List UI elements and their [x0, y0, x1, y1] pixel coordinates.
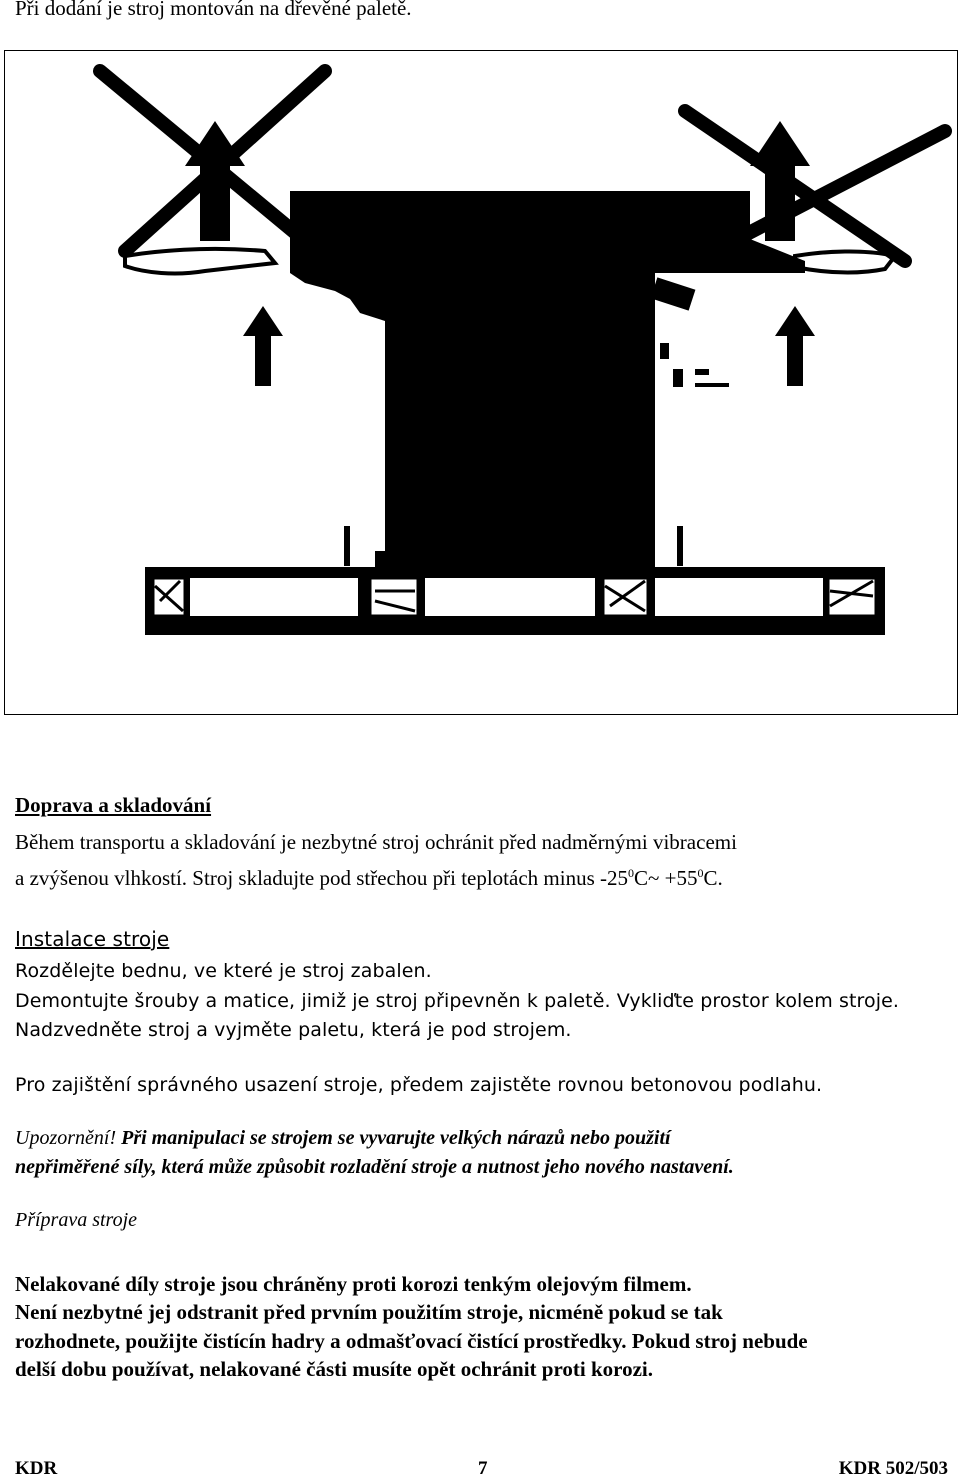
paragraph-line: Rozdělejte bednu, ve které je stroj zabalen. [15, 960, 432, 982]
section-heading-preparation: Příprava stroje [15, 1209, 138, 1231]
cross-mark-right [685, 111, 945, 261]
wooden-pallet [145, 567, 885, 635]
paragraph-line: rozhodnete, použijte čistícín hadry a odmašťovací čistící prostředky. Pokud stroj nebude [15, 1329, 808, 1353]
paragraph-line: Nadzvedněte stroj a vyjměte paletu, která je pod strojem. [15, 1019, 572, 1041]
paragraph-line: Pro zajištění správného usazení stroje, předem zajistěte rovnou betonovou podlahu. [15, 1074, 823, 1096]
paragraph-line: Nelakované díly stroje jsou chráněny proti korozi tenkým olejovým filmem. [15, 1272, 692, 1296]
footer-right: KDR 502/503 [838, 1458, 948, 1479]
arrow-up-icon [775, 306, 815, 386]
machine-base [375, 551, 655, 567]
paragraph-line: delší dobu používat, nelakované části musíte opět ochránit proti korozi. [15, 1357, 654, 1381]
lever [651, 277, 696, 310]
hand-left [125, 249, 275, 274]
paragraph-line: Není nezbytné jej odstranit před prvním použitím stroje, nicméně pokud se tak [15, 1300, 723, 1324]
hand-right [795, 251, 895, 272]
paragraph-line: Demontujte šrouby a matice, jimiž je stroj připevněn k paletě. Vykliďte prostor kolem stroje. [15, 990, 900, 1012]
intro-text: Při dodání je stroj montován na dřevěné paletě. [15, 0, 412, 20]
warning-label: Upozornění! [15, 1127, 117, 1149]
paragraph-line: Během transportu a skladování je nezbytné stroj ochránit před nadměrnými vibracemi [15, 830, 737, 854]
machine-on-pallet-figure [4, 50, 958, 715]
paragraph-line-temperature: a zvýšenou vlhkostí. Stroj skladujte pod střechou při teplotách minus $-25^0C\sim +55^0C$. [15, 866, 723, 890]
warning-paragraph: Upozornění! Při manipulaci se strojem se vyvarujte velkých nárazů nebo použití [15, 1127, 671, 1149]
section-heading-transport: Doprava a skladování [15, 793, 212, 817]
machine-illustration [5, 51, 959, 716]
section-heading-installation: Instalace stroje [15, 927, 170, 951]
warning-line-2: nepřiměřené síly, která může způsobit rozladění stroje a nutnost jeho nového nastavení. [15, 1156, 734, 1178]
arrow-up-icon [243, 306, 283, 386]
footer-left: KDR [15, 1458, 58, 1479]
page-number: 7 [478, 1458, 488, 1479]
